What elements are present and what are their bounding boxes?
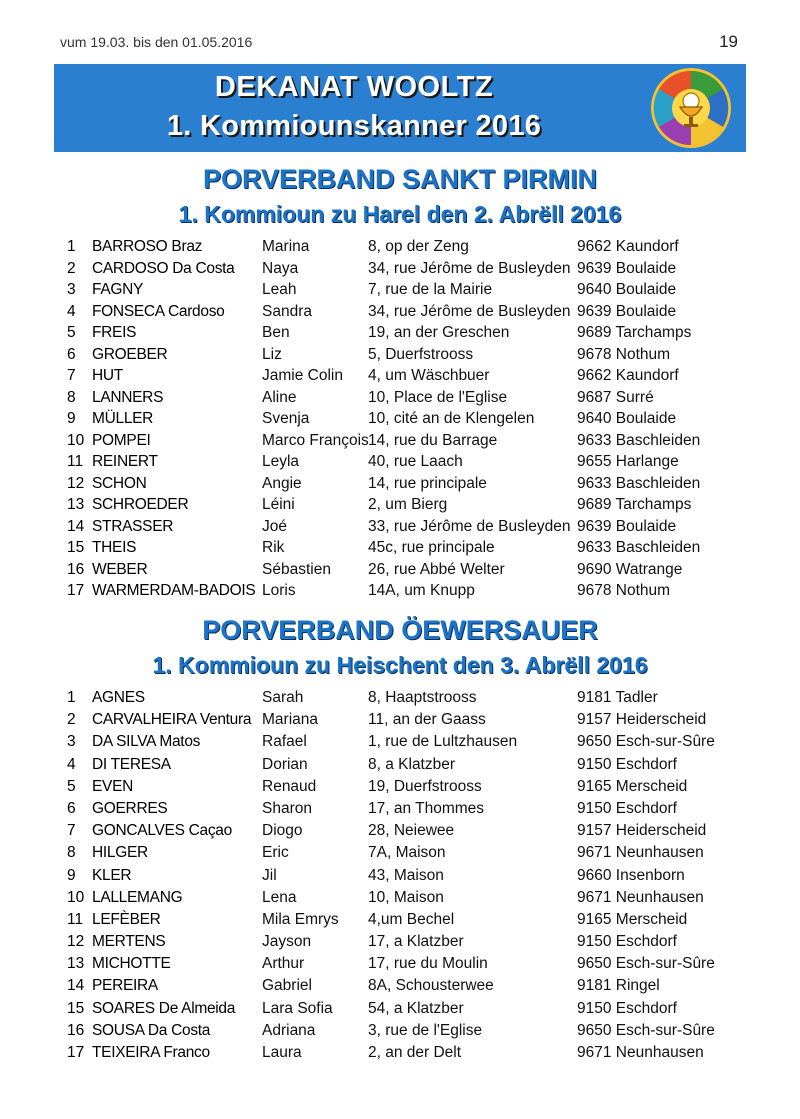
entry-postcode-city: 9678 Nothum bbox=[577, 582, 671, 599]
entry-address: 4,um Bechel bbox=[368, 910, 455, 928]
entry-first-name: Loris bbox=[262, 582, 296, 599]
entry-address: 17, rue du Moulin bbox=[368, 955, 488, 973]
entry-number: 16 bbox=[67, 560, 85, 578]
entry-address: 28, Neiewee bbox=[368, 822, 455, 840]
list-item bbox=[0, 559, 800, 581]
entry-postcode-city: 9671 Neunhausen bbox=[577, 1044, 704, 1061]
entry-last-name: LANNERS bbox=[92, 388, 164, 406]
entry-last-name: LEFÈBER bbox=[92, 910, 161, 928]
list-item bbox=[0, 322, 800, 344]
entry-last-name: TEIXEIRA Franco bbox=[92, 1044, 210, 1061]
list-item bbox=[0, 887, 800, 909]
entry-postcode-city: 9633 Baschleiden bbox=[577, 431, 701, 449]
entry-number: 6 bbox=[67, 799, 76, 817]
entry-number: 2 bbox=[67, 711, 76, 729]
entry-address: 33, rue Jérôme de Busleyden bbox=[368, 517, 571, 535]
entry-first-name: Mariana bbox=[262, 711, 318, 729]
page-number: 19 bbox=[719, 32, 738, 51]
entry-postcode-city: 9165 Merscheid bbox=[577, 910, 688, 928]
entry-last-name: EVEN bbox=[92, 777, 134, 795]
list-item bbox=[0, 687, 800, 709]
entry-number: 4 bbox=[67, 755, 76, 773]
entry-first-name: Arthur bbox=[262, 955, 305, 973]
entry-last-name: SOUSA Da Costa bbox=[92, 1021, 211, 1039]
list-item bbox=[0, 820, 800, 842]
entry-first-name: Leyla bbox=[262, 453, 300, 470]
section-2-title: PORVERBAND ÖEWERSAUER bbox=[202, 615, 598, 645]
entry-number: 8 bbox=[67, 388, 76, 406]
entry-last-name: MERTENS bbox=[92, 933, 166, 951]
list-item bbox=[0, 494, 800, 516]
entry-postcode-city: 9689 Tarchamps bbox=[577, 496, 692, 513]
entry-address: 2, an der Delt bbox=[368, 1044, 462, 1061]
entry-last-name: REINERT bbox=[92, 453, 158, 470]
section-2-list bbox=[0, 687, 800, 1064]
list-item bbox=[0, 865, 800, 887]
entry-postcode-city: 9157 Heiderscheid bbox=[577, 711, 707, 729]
entry-number: 16 bbox=[67, 1021, 85, 1039]
entry-postcode-city: 9650 Esch-sur-Sûre bbox=[577, 955, 715, 973]
entry-number: 4 bbox=[67, 302, 76, 320]
list-item bbox=[0, 344, 800, 366]
entry-last-name: FONSECA Cardoso bbox=[92, 302, 225, 320]
entry-first-name: Lara Sofia bbox=[262, 999, 333, 1017]
entry-address: 45c, rue principale bbox=[368, 539, 495, 556]
entry-postcode-city: 9662 Kaundorf bbox=[577, 367, 679, 384]
list-item bbox=[0, 1042, 800, 1064]
list-item bbox=[0, 430, 800, 452]
entry-address: 1, rue de Lultzhausen bbox=[368, 733, 518, 751]
entry-address: 2, um Bierg bbox=[368, 496, 448, 513]
entry-first-name: Jamie Colin bbox=[262, 367, 343, 384]
entry-number: 13 bbox=[67, 955, 85, 973]
entry-first-name: Leah bbox=[262, 281, 297, 298]
list-item bbox=[0, 909, 800, 931]
entry-number: 11 bbox=[67, 910, 84, 928]
entry-postcode-city: 9640 Boulaide bbox=[577, 281, 677, 298]
list-item bbox=[0, 451, 800, 473]
entry-number: 12 bbox=[67, 474, 85, 492]
entry-address: 10, Maison bbox=[368, 888, 444, 906]
entry-first-name: Léini bbox=[262, 496, 295, 513]
entry-number: 14 bbox=[67, 977, 85, 995]
entry-number: 10 bbox=[67, 888, 85, 906]
entry-last-name: FREIS bbox=[92, 324, 137, 341]
entry-postcode-city: 9687 Surré bbox=[577, 388, 654, 406]
entry-number: 8 bbox=[67, 844, 76, 862]
list-item bbox=[0, 236, 800, 258]
parish-emblem-icon bbox=[650, 67, 732, 149]
entry-address: 11, an der Gaass bbox=[368, 711, 486, 729]
list-item bbox=[0, 776, 800, 798]
list-item bbox=[0, 953, 800, 975]
entry-number: 9 bbox=[67, 410, 76, 427]
entry-first-name: Ben bbox=[262, 324, 290, 341]
entry-postcode-city: 9662 Kaundorf bbox=[577, 238, 679, 255]
entry-first-name: Lena bbox=[262, 888, 297, 906]
entry-first-name: Mila Emrys bbox=[262, 910, 339, 928]
entry-address: 7, rue de la Mairie bbox=[368, 281, 493, 298]
list-item bbox=[0, 931, 800, 953]
entry-last-name: GOERRES bbox=[92, 799, 168, 817]
entry-address: 4, um Wäschbuer bbox=[368, 367, 490, 384]
entry-last-name: WARMERDAM-BADOIS bbox=[92, 582, 256, 599]
entry-address: 40, rue Laach bbox=[368, 453, 463, 470]
entry-address: 10, cité an de Klengelen bbox=[368, 410, 535, 427]
entry-number: 9 bbox=[67, 866, 76, 884]
list-item bbox=[0, 754, 800, 776]
entry-postcode-city: 9660 Insenborn bbox=[577, 866, 685, 884]
entry-number: 13 bbox=[67, 496, 85, 513]
list-item bbox=[0, 998, 800, 1020]
entry-first-name: Diogo bbox=[262, 822, 303, 840]
entry-postcode-city: 9689 Tarchamps bbox=[577, 324, 692, 341]
entry-number: 15 bbox=[67, 539, 85, 556]
entry-last-name: SOARES De Almeida bbox=[92, 999, 236, 1017]
list-item bbox=[0, 279, 800, 301]
entry-number: 1 bbox=[67, 238, 76, 255]
entry-last-name: POMPEI bbox=[92, 431, 151, 449]
entry-postcode-city: 9633 Baschleiden bbox=[577, 474, 701, 492]
entry-address: 7A, Maison bbox=[368, 844, 446, 862]
entry-address: 14A, um Knupp bbox=[368, 582, 475, 599]
entry-address: 34, rue Jérôme de Busleyden bbox=[368, 259, 571, 277]
entry-postcode-city: 9678 Nothum bbox=[577, 345, 671, 363]
entry-number: 2 bbox=[67, 259, 76, 277]
banner-subtitle: 1. Kommiounskanner 2016 bbox=[166, 110, 542, 142]
entry-number: 15 bbox=[67, 999, 85, 1017]
entry-postcode-city: 9150 Eschdorf bbox=[577, 755, 677, 773]
list-item bbox=[0, 387, 800, 409]
entry-postcode-city: 9650 Esch-sur-Sûre bbox=[577, 733, 715, 751]
entry-last-name: GROEBER bbox=[92, 345, 168, 363]
entry-last-name: DI TERESA bbox=[92, 755, 171, 773]
entry-first-name: Naya bbox=[262, 259, 299, 277]
entry-last-name: WEBER bbox=[92, 560, 148, 578]
list-item bbox=[0, 798, 800, 820]
entry-address: 8, Haaptstrooss bbox=[368, 689, 477, 706]
entry-first-name: Liz bbox=[262, 345, 282, 363]
entry-number: 10 bbox=[67, 431, 85, 449]
entry-postcode-city: 9639 Boulaide bbox=[577, 259, 677, 277]
entry-first-name: Laura bbox=[262, 1044, 302, 1061]
banner-title: DEKANAT WOOLTZ bbox=[214, 71, 494, 103]
entry-first-name: Adriana bbox=[262, 1021, 316, 1039]
entry-first-name: Renaud bbox=[262, 777, 317, 795]
entry-postcode-city: 9633 Baschleiden bbox=[577, 539, 701, 556]
entry-address: 14, rue du Barrage bbox=[368, 431, 498, 449]
list-item bbox=[0, 709, 800, 731]
entry-postcode-city: 9150 Eschdorf bbox=[577, 933, 677, 951]
entry-last-name: LALLEMANG bbox=[92, 888, 183, 906]
list-item bbox=[0, 516, 800, 538]
entry-postcode-city: 9690 Watrange bbox=[577, 560, 683, 578]
entry-number: 7 bbox=[67, 367, 76, 384]
entry-postcode-city: 9640 Boulaide bbox=[577, 410, 677, 427]
title-banner bbox=[54, 64, 746, 152]
entry-address: 14, rue principale bbox=[368, 474, 487, 492]
list-item bbox=[0, 473, 800, 495]
entry-last-name: KLER bbox=[92, 866, 132, 884]
entry-postcode-city: 9655 Harlange bbox=[577, 453, 679, 470]
entry-last-name: DA SILVA Matos bbox=[92, 733, 201, 751]
section-1-subtitle: 1. Kommioun zu Harel den 2. Abrëll 2016 bbox=[178, 201, 622, 227]
entry-address: 8, op der Zeng bbox=[368, 238, 469, 255]
list-item bbox=[0, 842, 800, 864]
entry-last-name: SCHON bbox=[92, 474, 147, 492]
entry-number: 3 bbox=[67, 281, 76, 298]
entry-last-name: HILGER bbox=[92, 844, 148, 862]
entry-number: 17 bbox=[67, 582, 85, 599]
entry-address: 10, Place de l'Eglise bbox=[368, 388, 508, 406]
list-item bbox=[0, 537, 800, 559]
section-1-title: PORVERBAND SANKT PIRMIN bbox=[202, 164, 598, 194]
section-2-subtitle: 1. Kommioun zu Heischent den 3. Abrëll 2016 bbox=[152, 652, 648, 678]
entry-number: 17 bbox=[67, 1044, 85, 1061]
entry-number: 14 bbox=[67, 517, 85, 535]
entry-first-name: Marco François bbox=[262, 431, 369, 449]
entry-first-name: Jil bbox=[262, 866, 277, 884]
entry-address: 43, Maison bbox=[368, 866, 444, 884]
entry-last-name: STRASSER bbox=[92, 517, 174, 535]
entry-last-name: THEIS bbox=[92, 539, 137, 556]
entry-last-name: FAGNY bbox=[92, 281, 144, 298]
entry-first-name: Sarah bbox=[262, 689, 304, 706]
list-item bbox=[0, 731, 800, 753]
entry-first-name: Sandra bbox=[262, 302, 312, 320]
entry-address: 8, a Klatzber bbox=[368, 755, 456, 773]
entry-first-name: Gabriel bbox=[262, 977, 312, 995]
entry-number: 6 bbox=[67, 345, 76, 363]
entry-last-name: SCHROEDER bbox=[92, 496, 189, 513]
entry-number: 12 bbox=[67, 933, 85, 951]
entry-last-name: BARROSO Braz bbox=[92, 238, 203, 255]
entry-address: 3, rue de l'Eglise bbox=[368, 1021, 483, 1039]
entry-postcode-city: 9671 Neunhausen bbox=[577, 844, 704, 862]
entry-first-name: Joé bbox=[262, 517, 287, 535]
entry-first-name: Dorian bbox=[262, 755, 308, 773]
entry-address: 54, a Klatzber bbox=[368, 999, 464, 1017]
entry-postcode-city: 9165 Merscheid bbox=[577, 777, 688, 795]
entry-postcode-city: 9671 Neunhausen bbox=[577, 888, 704, 906]
entry-first-name: Sharon bbox=[262, 799, 312, 817]
entry-last-name: MÜLLER bbox=[92, 410, 154, 427]
entry-last-name: MICHOTTE bbox=[92, 955, 171, 973]
entry-address: 34, rue Jérôme de Busleyden bbox=[368, 302, 571, 320]
entry-last-name: HUT bbox=[92, 367, 123, 384]
entry-first-name: Sébastien bbox=[262, 560, 331, 578]
entry-first-name: Angie bbox=[262, 474, 302, 492]
entry-number: 3 bbox=[67, 733, 76, 751]
entry-address: 19, an der Greschen bbox=[368, 324, 510, 341]
list-item bbox=[0, 301, 800, 323]
entry-postcode-city: 9650 Esch-sur-Sûre bbox=[577, 1021, 715, 1039]
entry-postcode-city: 9157 Heiderscheid bbox=[577, 822, 707, 840]
entry-last-name: GONCALVES Caçao bbox=[92, 822, 232, 840]
date-range: vum 19.03. bis den 01.05.2016 bbox=[60, 34, 253, 50]
entry-number: 11 bbox=[67, 453, 84, 470]
entry-number: 5 bbox=[67, 324, 76, 341]
entry-number: 1 bbox=[67, 689, 76, 706]
entry-address: 17, an Thommes bbox=[368, 799, 485, 817]
entry-postcode-city: 9150 Eschdorf bbox=[577, 799, 677, 817]
page-header bbox=[60, 32, 738, 56]
entry-last-name: PEREIRA bbox=[92, 977, 158, 995]
entry-number: 5 bbox=[67, 777, 76, 795]
list-item bbox=[0, 408, 800, 430]
entry-postcode-city: 9181 Tadler bbox=[577, 689, 658, 706]
list-item bbox=[0, 365, 800, 387]
section-1-list bbox=[0, 236, 800, 602]
entry-address: 8A, Schousterwee bbox=[368, 977, 494, 995]
entry-last-name: CARVALHEIRA Ventura bbox=[92, 711, 252, 729]
entry-first-name: Jayson bbox=[262, 933, 312, 951]
entry-last-name: CARDOSO Da Costa bbox=[92, 259, 235, 277]
entry-address: 5, Duerfstrooss bbox=[368, 345, 474, 363]
entry-first-name: Eric bbox=[262, 844, 289, 862]
entry-address: 19, Duerfstrooss bbox=[368, 777, 482, 795]
entry-first-name: Rik bbox=[262, 539, 285, 556]
entry-postcode-city: 9639 Boulaide bbox=[577, 302, 677, 320]
entry-postcode-city: 9181 Ringel bbox=[577, 977, 660, 995]
list-item bbox=[0, 975, 800, 997]
entry-number: 7 bbox=[67, 822, 76, 840]
list-item bbox=[0, 258, 800, 280]
entry-first-name: Svenja bbox=[262, 410, 310, 427]
list-item bbox=[0, 1020, 800, 1042]
list-item bbox=[0, 580, 800, 602]
entry-address: 26, rue Abbé Welter bbox=[368, 560, 505, 578]
entry-first-name: Aline bbox=[262, 388, 297, 406]
entry-first-name: Marina bbox=[262, 238, 310, 255]
entry-postcode-city: 9150 Eschdorf bbox=[577, 999, 677, 1017]
entry-last-name: AGNES bbox=[92, 689, 145, 706]
entry-postcode-city: 9639 Boulaide bbox=[577, 517, 677, 535]
entry-first-name: Rafael bbox=[262, 733, 307, 751]
entry-address: 17, a Klatzber bbox=[368, 933, 464, 951]
